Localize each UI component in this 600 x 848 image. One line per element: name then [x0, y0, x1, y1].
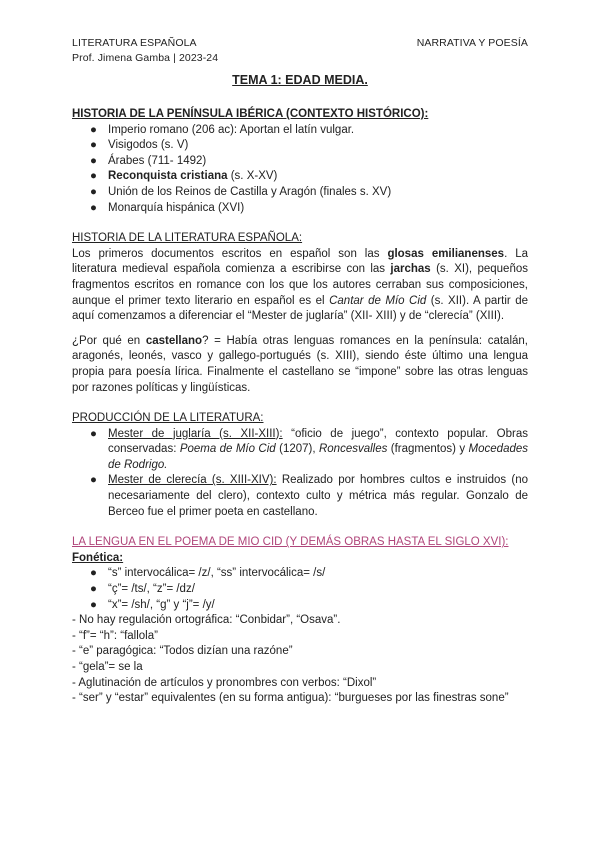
bullet-icon: ● [90, 583, 97, 596]
list-item: ● Reconquista cristiana (s. X-XV) [72, 169, 528, 185]
list-item: ● “x”= /sh/, “g” y “j”= /y/ [72, 598, 528, 614]
bullet-icon: ● [90, 427, 97, 440]
lengua-line: - No hay regulación ortográfica: “Conbidar”, “Osava”. [72, 614, 341, 627]
bullet-icon: ● [90, 139, 97, 152]
lengua-line: - Aglutinación de artículos y pronombres con verbos: “Dixol” [72, 676, 377, 689]
bullet-icon: ● [90, 567, 97, 580]
bullet-icon: ● [90, 598, 97, 611]
fonetica-heading: Fonética: [72, 551, 124, 564]
list-item: ● Imperio romano (206 ac): Aportan el latín vulgar. [72, 123, 528, 139]
list-item: ● “s” intervocálica= /z/, “ss” intervocálica= /s/ [72, 566, 528, 582]
list-item: ● “ç”= /ts/, “z”= /dz/ [72, 582, 528, 598]
fonetica-list [72, 566, 528, 613]
section-heading-produccion: PRODUCCIÓN DE LA LITERATURA: [72, 412, 264, 425]
list-item: ● Mester de clerecía (s. XIII-XIV): Realizado por hombres cultos e instruidos (no necesariamente del clero), contexto culto y métrica más regular. Gonzalo de Berceo fue el primer poeta en castellano. [90, 474, 529, 518]
list-item: ● Monarquía hispánica (XVI) [72, 201, 528, 217]
bullet-icon: ● [90, 201, 97, 214]
list-item: ● Mester de juglaría (s. XII-XIII): “oficio de juego”, contexto popular. Obras conservadas: Poema de Mío Cid (1207), Roncesvalles (fragmentos) y Mocedades de Rodrigo. [90, 427, 529, 471]
header-subject: LITERATURA ESPAÑOLA [72, 37, 197, 49]
lengua-line: - “ser” y “estar” equivalentes (en su forma antigua): “burgueses por las finestras sone” [72, 692, 509, 705]
bullet-icon: ● [90, 154, 97, 167]
list-item: ● Árabes (711- 1492) [72, 154, 528, 170]
list-item: ● Visigodos (s. V) [72, 138, 528, 154]
bullet-icon: ● [90, 474, 97, 487]
lengua-line: - “gela”= se la [72, 661, 143, 673]
list-item: ● Unión de los Reinos de Castilla y Aragón (finales s. XV) [72, 185, 528, 201]
document-body [72, 107, 528, 707]
header-teacher: Prof. Jimena Gamba | 2023-24 [72, 52, 219, 64]
bullet-icon: ● [90, 123, 97, 136]
historia-list [72, 123, 528, 217]
literatura-paragraph-2: ¿Por qué en castellano? = Había otras lenguas romances en la península: catalán, aragonés, leonés, vasco y gallego-portugués (s. XIII), siendo éste último una lengua propia para poesía lírica. Finalmente el castellano se “impone” sobre las otras lenguas por razones políticas y lingüísticas. [72, 334, 528, 394]
lengua-line: - “f”= “h”: “fallola” [72, 629, 158, 642]
section-heading-historia: HISTORIA DE LA PENÍNSULA IBÉRICA (CONTEXTO HISTÓRICO): [72, 108, 429, 120]
bullet-icon: ● [90, 185, 97, 198]
bullet-icon: ● [90, 170, 97, 183]
literatura-paragraph-1: Los primeros documentos escritos en español son las glosas emilianenses. La literatura medieval española comienza a escribirse con las jarchas (s. XI), pequeños fragmentos escritos en romance con los que los autores cerraban sus composiciones, aunque el primer texto literario en español es el Cantar de Mío Cid (s. XII). A partir de aquí comenzamos a diferenciar el “Mester de juglaría” (XII- XIII) y de “clerecía” (XIII). [72, 247, 528, 323]
produccion-list [72, 427, 528, 521]
page-title: TEMA 1: EDAD MEDIA. [232, 73, 368, 87]
section-heading-literatura: HISTORIA DE LA LITERATURA ESPAÑOLA: [72, 232, 303, 245]
lengua-line: - “e” paragógica: “Todos dizían una razóne” [72, 645, 293, 658]
section-heading-lengua: LA LENGUA EN EL POEMA DE MIO CID (Y DEMÁS OBRAS HASTA EL SIGLO XVI): [72, 536, 509, 549]
header-topic: NARRATIVA Y POESÍA [416, 37, 528, 49]
